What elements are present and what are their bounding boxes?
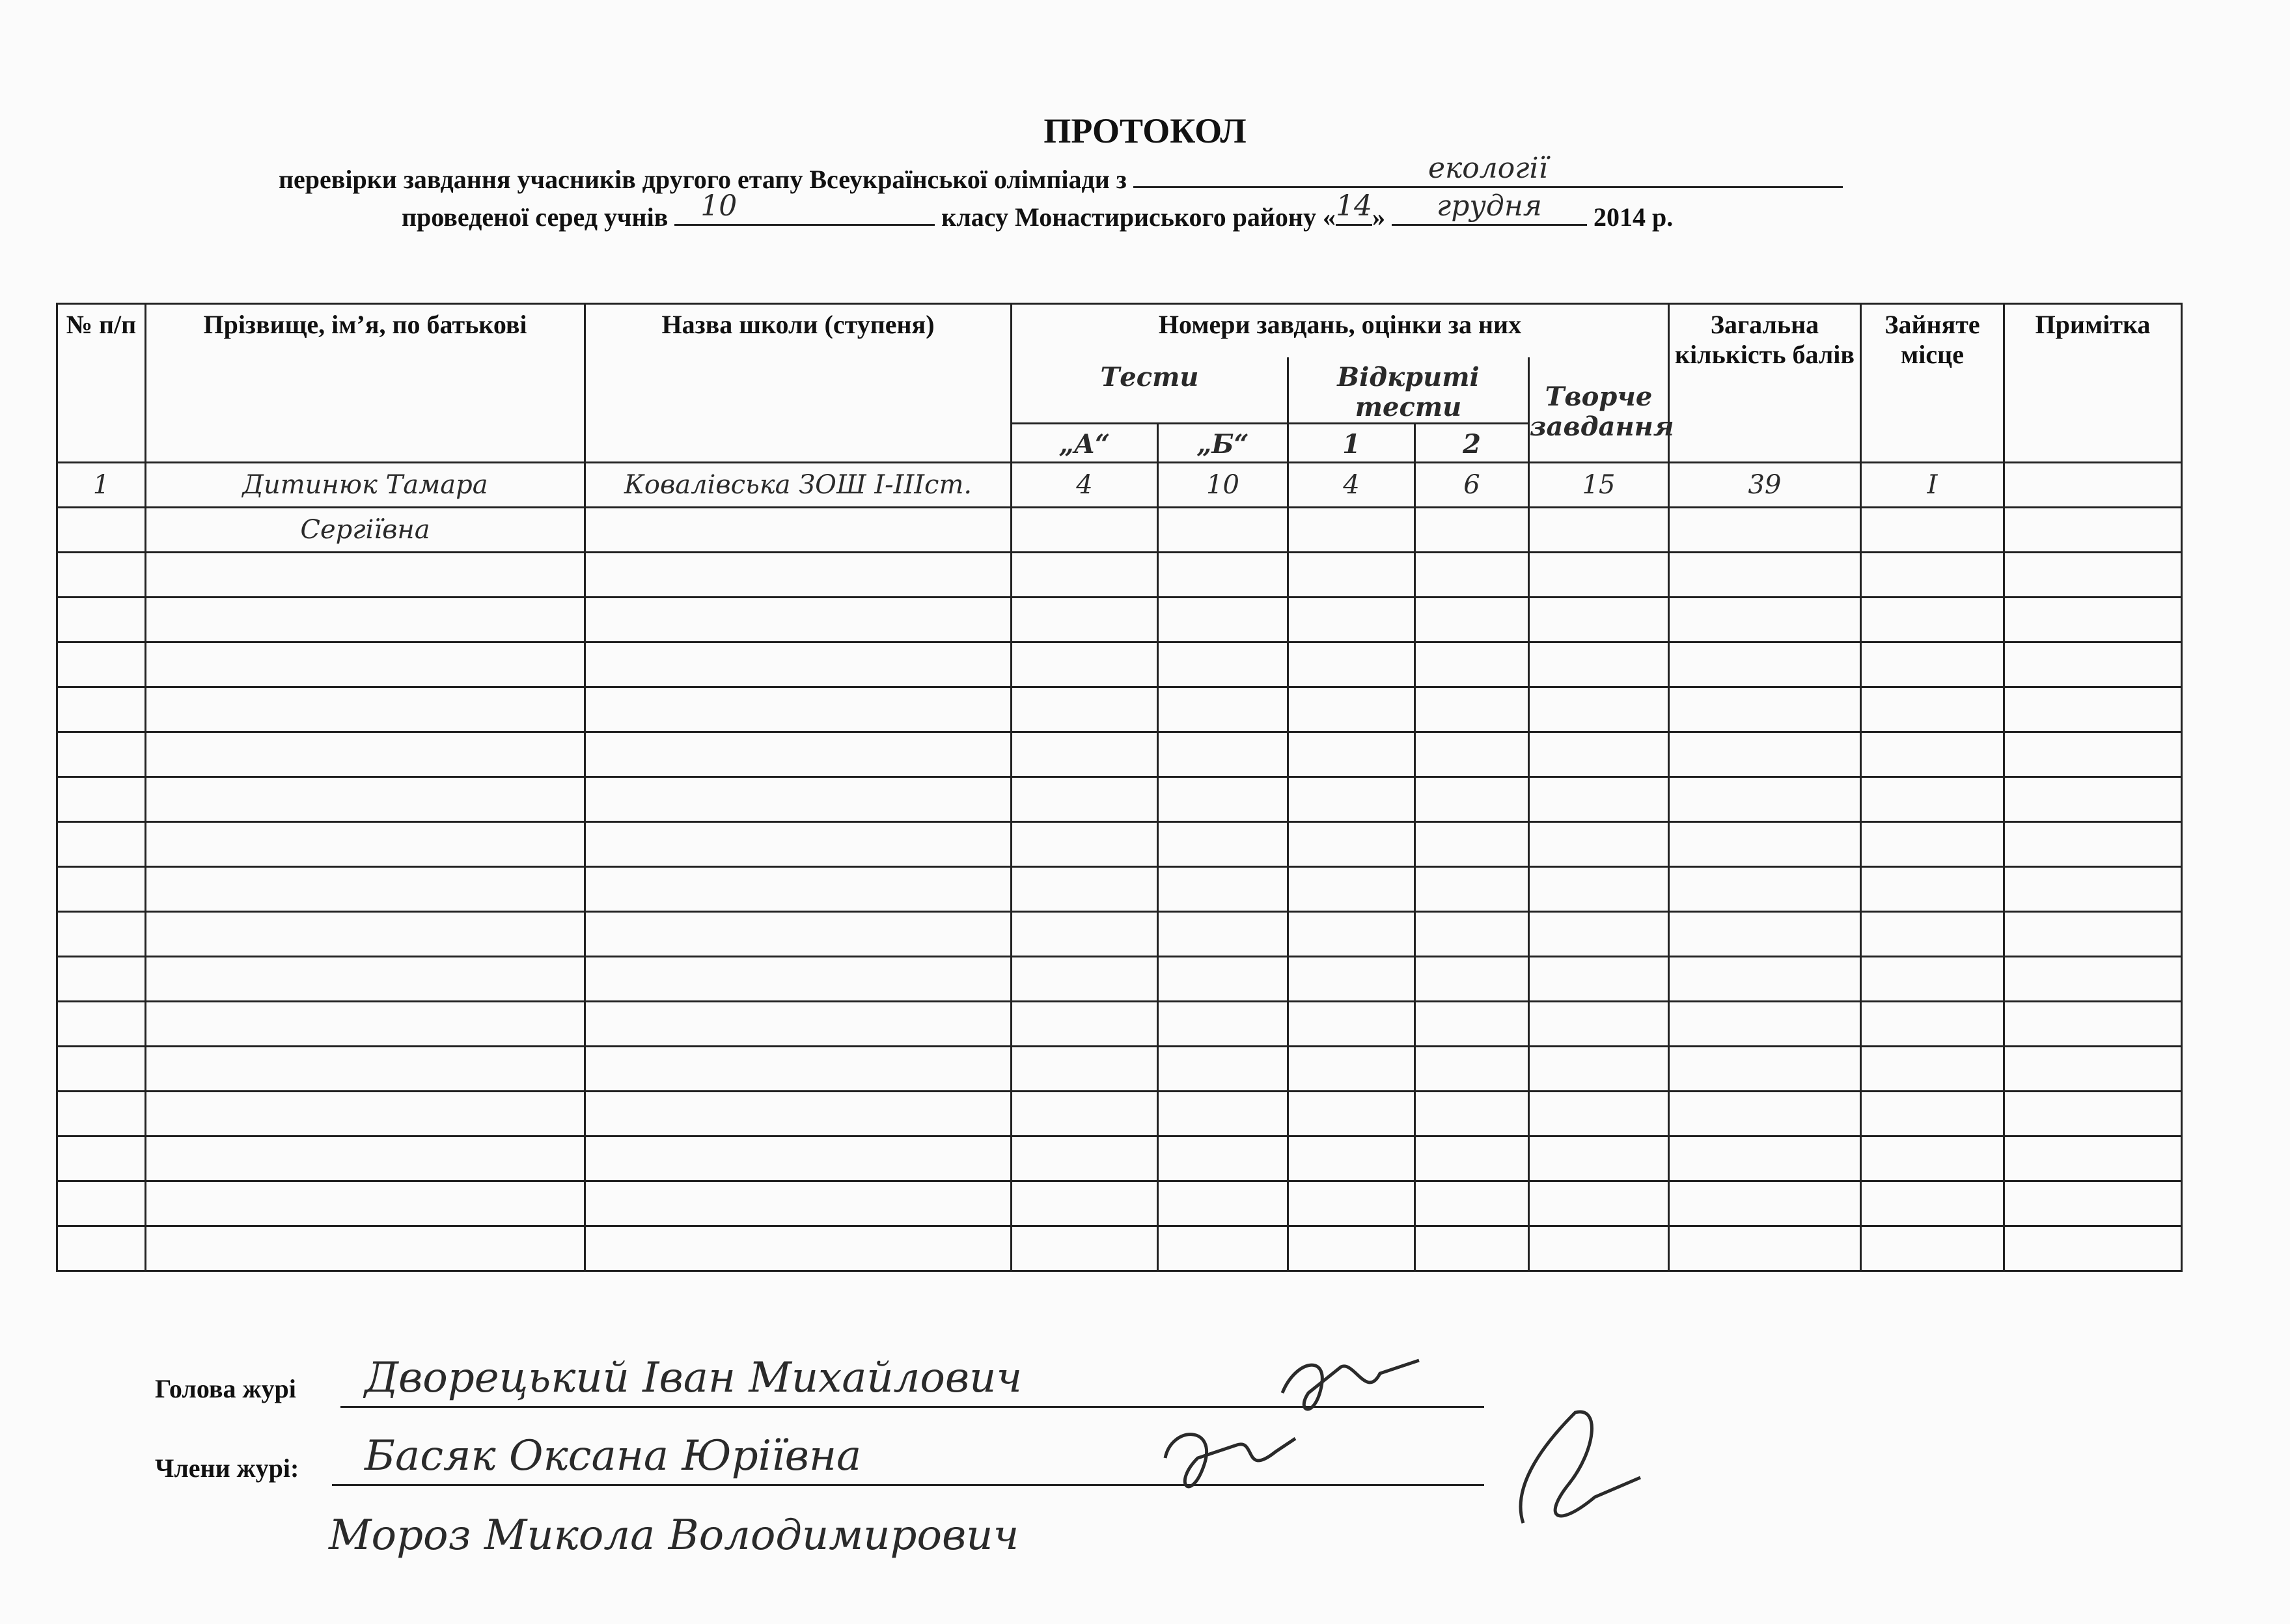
month-field [1392, 189, 1587, 226]
row1-place: І [1861, 462, 2004, 507]
table-row [57, 911, 2182, 956]
table-row [57, 462, 2182, 507]
row1-school: Ковалівська ЗОШ І-ІІІст. [585, 462, 1012, 507]
line2-mid: класу Монастириського району « [941, 202, 1336, 232]
header-school: Назва школи (ступеня) [585, 304, 1012, 463]
header-name: Прізвище, ім’я, по батькові [146, 304, 585, 463]
member1-name: Басяк Оксана Юріївна [365, 1432, 862, 1480]
row1-task-b: 10 [1158, 462, 1288, 507]
table-row [57, 1046, 2182, 1091]
table-row [57, 552, 2182, 597]
day-field [1335, 189, 1372, 226]
row1-num: 1 [57, 462, 146, 507]
header-total: Загальна кількість балів [1669, 304, 1861, 463]
row1-total: 39 [1669, 462, 1861, 507]
table-row [57, 1091, 2182, 1136]
head-jury-name: Дворецький Іван Михайлович [365, 1354, 1023, 1402]
document-title: ПРОТОКОЛ [1043, 111, 1247, 150]
table-row [57, 597, 2182, 642]
table-row [57, 1001, 2182, 1046]
line2-prefix: проведеної серед учнів [402, 202, 669, 232]
subject-field [1133, 152, 1843, 188]
row1-creative: 15 [1529, 462, 1669, 507]
group-tests: Тести [1012, 357, 1288, 424]
row1-task-a: 4 [1012, 462, 1158, 507]
task-col-1: 1 [1288, 423, 1415, 462]
results-table [56, 303, 2183, 1272]
header-note: Примітка [2004, 304, 2182, 463]
subtitle-text: перевірки завдання учасників другого етапу Всеукраїнської олімпіади з [279, 165, 1127, 194]
table-row [57, 866, 2182, 911]
row1-task-2: 6 [1415, 462, 1529, 507]
table-row [57, 1136, 2182, 1181]
subtitle-line-2 [402, 189, 1674, 232]
head-jury-signature [1269, 1347, 1426, 1419]
member2-signature [1497, 1399, 1653, 1543]
member1-signature [1159, 1419, 1302, 1491]
table-row [57, 777, 2182, 821]
members-label: Члени журі: [155, 1453, 299, 1483]
grade-field [674, 189, 935, 226]
group-open-tests: Відкриті тести [1288, 357, 1529, 424]
row1-name-line2: Сергіївна [146, 507, 585, 552]
table-row [57, 507, 2182, 552]
task-col-2: 2 [1415, 423, 1529, 462]
month-value: грудня [1437, 189, 1542, 223]
group-creative: Творче завдання [1529, 357, 1669, 463]
head-jury-label: Голова журі [155, 1374, 296, 1403]
task-col-b: „Б“ [1158, 423, 1288, 462]
table-row [57, 732, 2182, 777]
table-row [57, 687, 2182, 732]
table-row [57, 1181, 2182, 1226]
table-row [57, 1226, 2182, 1271]
quote-close: » [1372, 202, 1385, 232]
table-row [57, 642, 2182, 687]
subtitle-line-1 [279, 152, 1843, 195]
member2-name: Мороз Микола Володимирович [329, 1511, 1019, 1560]
subject-value: екології [1428, 152, 1548, 185]
table-row [57, 956, 2182, 1001]
row1-name-line1: Дитинюк Тамара [146, 462, 585, 507]
table-row [57, 821, 2182, 866]
row1-task-1: 4 [1288, 462, 1415, 507]
header-num: № п/п [57, 304, 146, 463]
header-place: Зайняте місце [1861, 304, 2004, 463]
task-col-a: „А“ [1012, 423, 1158, 462]
year-text: 2014 р. [1593, 202, 1674, 232]
grade-value: 10 [700, 189, 738, 223]
row1-note [2004, 462, 2182, 507]
header-tasks: Номери завдань, оцінки за них [1012, 304, 1669, 357]
day-value: 14 [1335, 189, 1372, 223]
